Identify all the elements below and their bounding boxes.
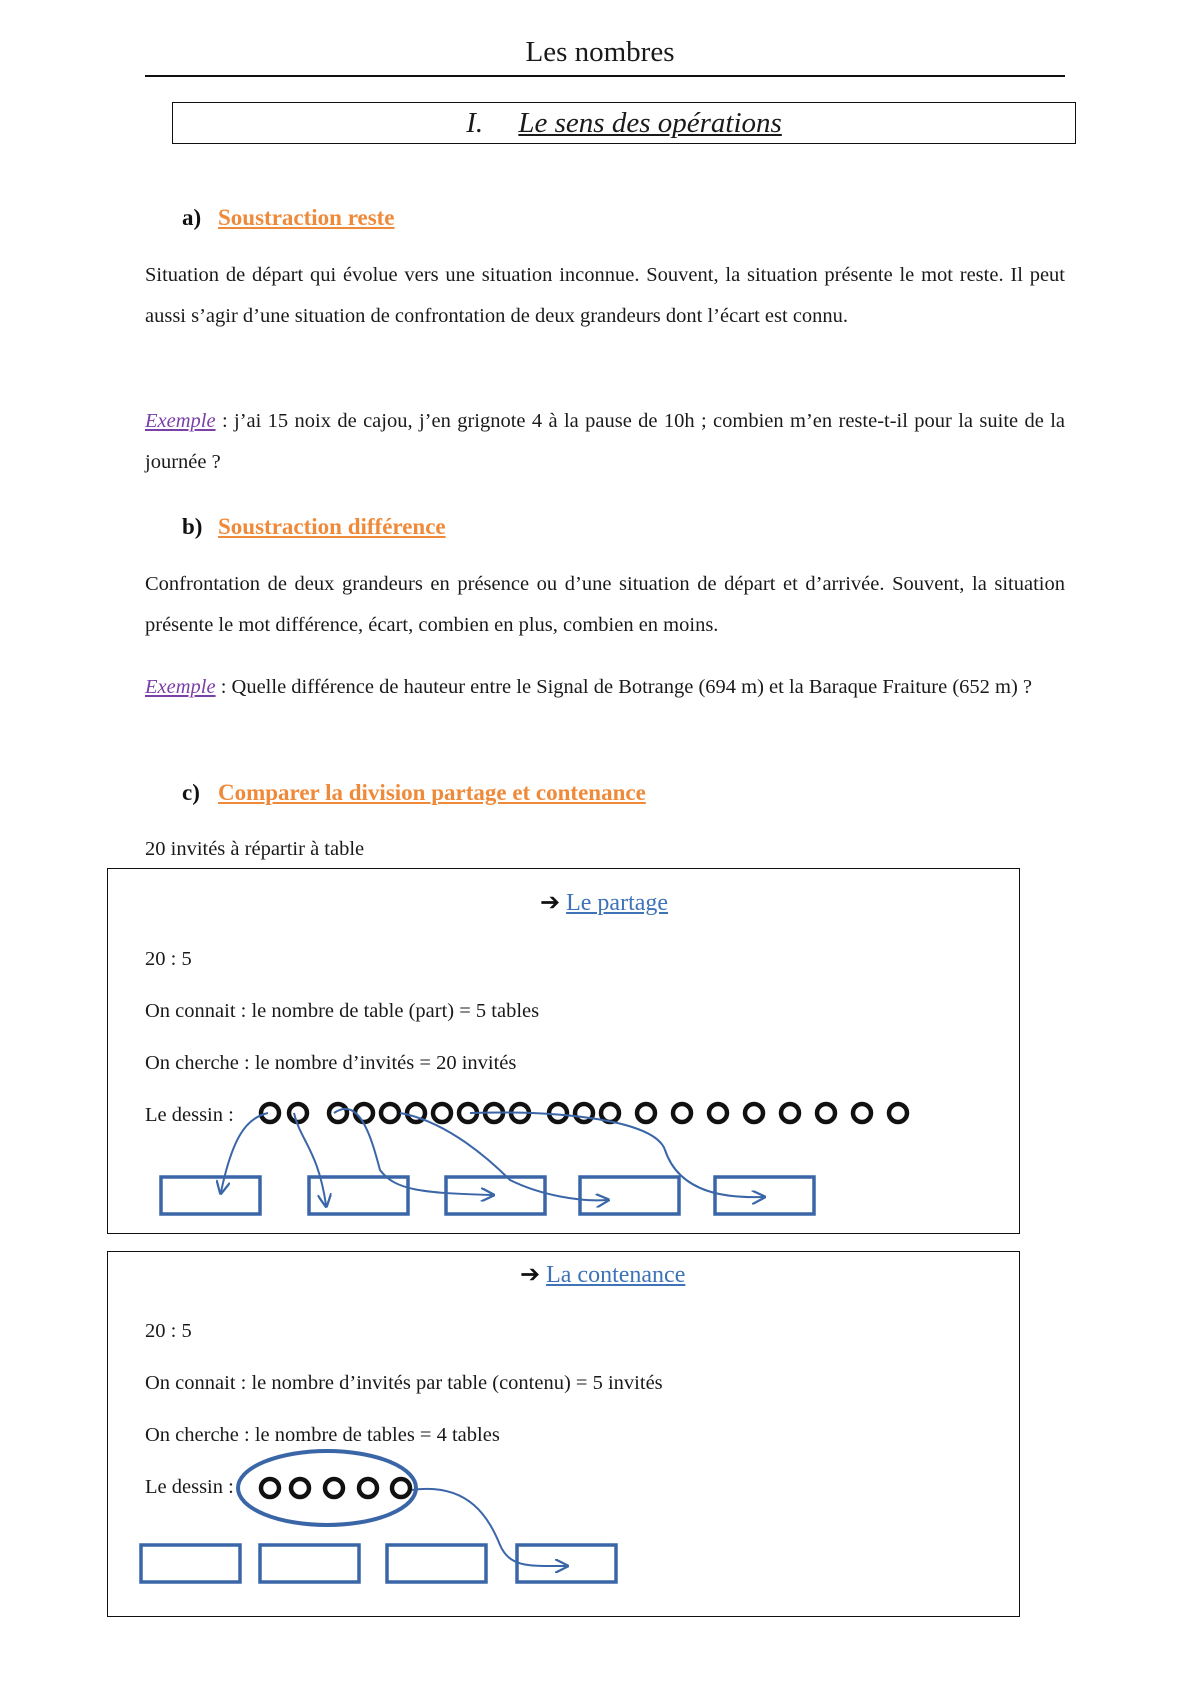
right-arrow-icon: ➔ [540, 890, 561, 916]
page-title: Les nombres [525, 36, 675, 68]
table-rect [141, 1545, 240, 1582]
paragraph-b: Confrontation de deux grandeurs en présence ou d’une situation de départ et d’arrivée. Souvent, la situation présente le mot différence, écart, combien en plus, combien en moins. [145, 573, 1065, 636]
arrow-line [400, 1113, 607, 1200]
guest-circle [817, 1104, 835, 1122]
contenance-title: La contenance [546, 1262, 686, 1288]
partage-operation: 20 : 5 [145, 948, 192, 970]
guest-circle [355, 1104, 373, 1122]
heading-c-title: Comparer la division partage et contenance [218, 780, 646, 805]
partage-sought: On cherche : le nombre d’invités = 20 invités [145, 1052, 517, 1074]
example-b-text: : Quelle différence de hauteur entre le Signal de Botrange (694 m) et la Baraque Fraiture (652 m) ? [215, 676, 1033, 698]
contenance-operation: 20 : 5 [145, 1320, 192, 1342]
contenance-drawing [141, 1451, 616, 1582]
table-rect [517, 1545, 616, 1582]
guest-circle [261, 1104, 279, 1122]
table-rect [446, 1177, 545, 1214]
heading-c-letter: c) [182, 780, 200, 805]
heading-a-letter: a) [182, 205, 202, 230]
guest-circle [325, 1479, 343, 1497]
example-b-label: Exemple [145, 676, 216, 698]
table-rect [387, 1545, 486, 1582]
guest-circle [261, 1479, 279, 1497]
guest-circle [673, 1104, 691, 1122]
guest-circle [549, 1104, 567, 1122]
arrow-line [470, 1112, 763, 1197]
guest-circle [781, 1104, 799, 1122]
guest-circle [433, 1104, 451, 1122]
guest-circle [381, 1104, 399, 1122]
partage-known: On connait : le nombre de table (part) = 5 tables [145, 1000, 540, 1022]
guest-circle [329, 1104, 347, 1122]
guest-circle [745, 1104, 763, 1122]
example-a-label: Exemple [145, 410, 216, 432]
guest-circle [289, 1104, 307, 1122]
guest-circle [709, 1104, 727, 1122]
heading-a-title: Soustraction reste [218, 205, 395, 230]
guest-circle [291, 1479, 309, 1497]
table-rect [260, 1545, 359, 1582]
table-rect [580, 1177, 679, 1214]
arrow-line [412, 1489, 566, 1566]
paragraph-a: Situation de départ qui évolue vers une situation inconnue. Souvent, la situation présente le mot reste. Il peut aussi s’agir d’une situation de confrontation de deux grandeurs dont l’écart est connu. [145, 264, 1065, 327]
guest-circle [392, 1479, 410, 1497]
heading-b-letter: b) [182, 514, 203, 539]
guest-circle [853, 1104, 871, 1122]
heading-b-title: Soustraction différence [218, 514, 446, 539]
guest-circle [637, 1104, 655, 1122]
guest-circle [889, 1104, 907, 1122]
guest-circle [575, 1104, 593, 1122]
contenance-sought: On cherche : le nombre de tables = 4 tables [145, 1424, 500, 1446]
guest-circle [359, 1479, 377, 1497]
partage-drawing [161, 1104, 907, 1214]
contenance-known: On connait : le nombre d’invités par table (contenu) = 5 invités [145, 1372, 663, 1394]
part-c-intro: 20 invités à répartir à table [145, 838, 365, 860]
table-rect [161, 1177, 260, 1214]
contenance-drawing-label: Le dessin : [145, 1476, 234, 1498]
example-a-text: : j’ai 15 noix de cajou, j’en grignote 4 à la pause de 10h ; combien m’en reste-t-il pour la suite de la journée ? [145, 410, 1065, 473]
partage-title: Le partage [566, 890, 669, 916]
section-title: Le sens des opérations [518, 107, 782, 139]
section-number: I. [466, 107, 484, 139]
right-arrow-icon: ➔ [520, 1262, 541, 1288]
partage-drawing-label: Le dessin : [145, 1104, 234, 1126]
